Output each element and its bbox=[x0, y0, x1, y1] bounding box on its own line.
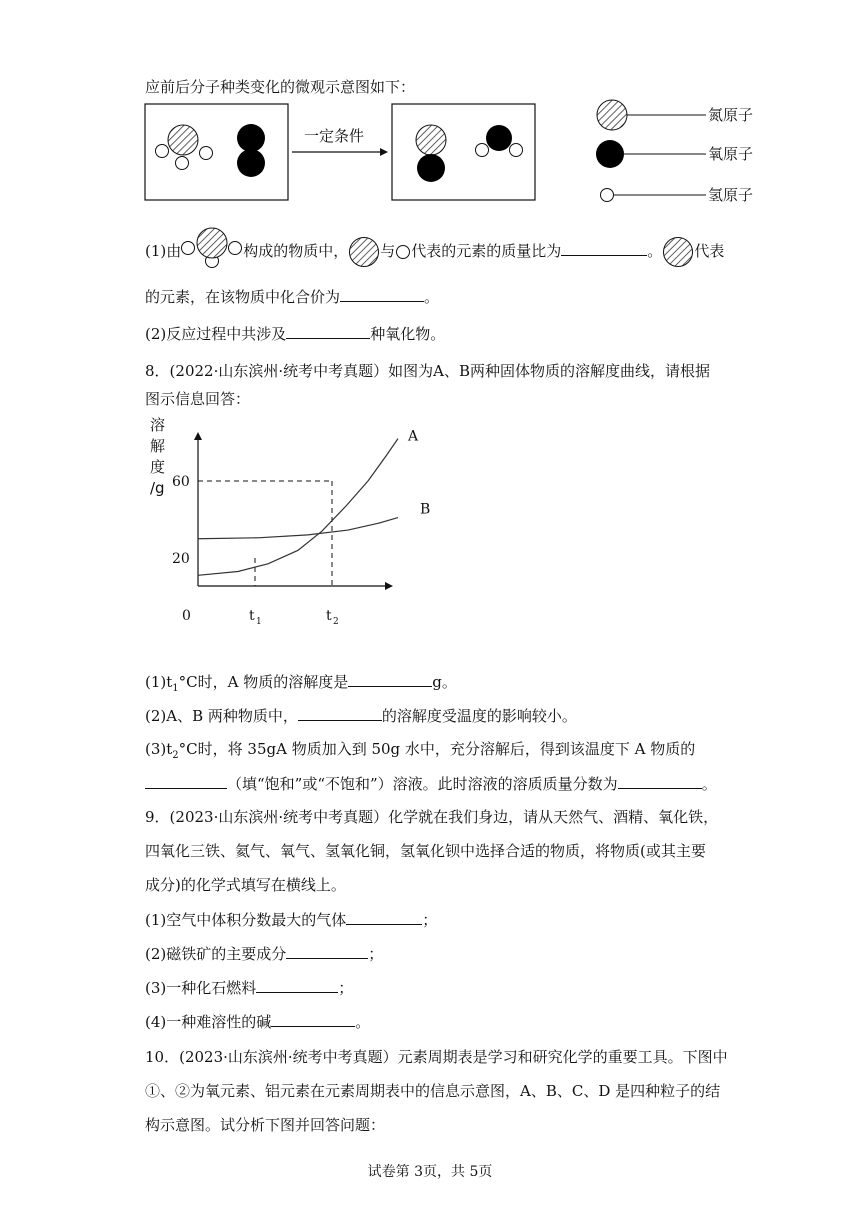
q8-p3-subscript: 2 bbox=[172, 750, 179, 761]
nitrogen-atom-icon bbox=[662, 236, 694, 268]
nh3-molecule-icon bbox=[181, 226, 243, 268]
q7-p1-text-b: 构成的物质中， bbox=[243, 242, 349, 260]
q8-heading-line2: 图示信息回答： bbox=[145, 390, 251, 408]
hydrogen-atom-icon bbox=[395, 244, 411, 260]
q9-part2 bbox=[145, 942, 383, 965]
q7-part2 bbox=[145, 322, 445, 345]
q9-part4 bbox=[145, 1010, 370, 1033]
q7-p1-prefix: (1)由 bbox=[145, 242, 182, 260]
oxygen-atom bbox=[237, 124, 265, 152]
q8-p1-text-a: (1)t bbox=[145, 673, 173, 691]
legend-label-nitrogen: 氮原子 bbox=[708, 106, 754, 124]
nh3-molecule-reactant bbox=[156, 125, 213, 170]
hydrogen-atom bbox=[156, 145, 169, 158]
arrow-head bbox=[380, 148, 388, 156]
nitrogen-atom bbox=[168, 125, 198, 155]
q7-valence-blank[interactable] bbox=[340, 285, 424, 302]
arrow-label: 一定条件 bbox=[304, 127, 365, 145]
q8-p3-text-b: °C时，将 35gA 物质加入到 50g 水中，充分溶解后，得到该温度下 A 物质的 bbox=[178, 740, 696, 758]
curve-b bbox=[198, 518, 398, 539]
q7-part1-line1 bbox=[145, 236, 724, 268]
q8-p1-text-c: g。 bbox=[432, 673, 457, 691]
x-axis-arrow bbox=[385, 582, 393, 590]
q9-part3 bbox=[145, 976, 353, 999]
hydrogen-atom bbox=[510, 144, 523, 157]
hydrogen-legend-icon bbox=[601, 189, 614, 202]
curve-a bbox=[198, 439, 398, 576]
solubility-chart bbox=[140, 414, 431, 630]
nitrogen-atom bbox=[416, 125, 446, 155]
q10-heading-line3: 构示意图。试分析下图并回答问题： bbox=[145, 1116, 386, 1134]
hydrogen-atom bbox=[476, 144, 489, 157]
q8-part3-line2 bbox=[145, 772, 717, 795]
y-axis-label-char: /g bbox=[150, 479, 165, 497]
q8-part3-line1 bbox=[145, 738, 695, 767]
q7-p1-text-f: 代表 bbox=[694, 242, 725, 260]
q9-heading-line1: 9．(2023·山东滨州·统考中考真题）化学就在我们身边，请从天然气、酒精、氧化铁， bbox=[145, 808, 719, 826]
q8-p3-text-a: (3)t bbox=[145, 740, 173, 758]
q7-p1-text-e: 。 bbox=[647, 242, 663, 260]
q7-mass-ratio-blank[interactable] bbox=[561, 239, 647, 256]
q9-p4-text-b: 。 bbox=[355, 1013, 371, 1031]
q9-p2-text-a: (2)磁铁矿的主要成分 bbox=[145, 945, 287, 963]
oxygen-legend-icon bbox=[596, 140, 624, 168]
series-label-b: B bbox=[420, 501, 431, 518]
q9-fuel-blank[interactable] bbox=[256, 976, 338, 993]
q9-base-blank[interactable] bbox=[271, 1010, 355, 1027]
q8-p3-text-c: （填“饱和”或“不饱和”）溶液。此时溶液的溶质质量分数为 bbox=[227, 775, 618, 793]
q7-p2-text-b: 种氧化物。 bbox=[370, 325, 446, 343]
h2o-molecule-product bbox=[476, 125, 523, 157]
y-axis-label-char: 度 bbox=[150, 458, 166, 476]
y-axis-label-char: 溶 bbox=[150, 416, 166, 434]
q8-part1 bbox=[145, 670, 457, 700]
legend bbox=[596, 100, 753, 204]
q9-heading-line3: 成分)的化学式填写在横线上。 bbox=[145, 876, 346, 894]
q7-p1-text-g: 的元素，在该物质中化合价为 bbox=[145, 288, 341, 306]
series-label-a: A bbox=[408, 428, 419, 445]
y-tick-label: 20 bbox=[172, 551, 190, 567]
q8-substance-blank[interactable] bbox=[298, 704, 382, 721]
oxygen-atom bbox=[486, 125, 512, 151]
q8-p3-text-d: 。 bbox=[701, 775, 717, 793]
q9-p4-text-a: (4)一种难溶性的碱 bbox=[145, 1013, 272, 1031]
o2-molecule-reactant bbox=[237, 124, 265, 177]
q7-p1-text-d: 代表的元素的质量比为 bbox=[411, 242, 562, 260]
q9-p3-text-a: (3)一种化石燃料 bbox=[145, 979, 257, 997]
nitrogen-atom-icon bbox=[348, 236, 380, 268]
q9-part1 bbox=[145, 908, 437, 931]
y-axis-label-char: 解 bbox=[150, 437, 166, 455]
q8-p1-subscript: 1 bbox=[172, 683, 179, 694]
q10-heading-line1: 10．(2023·山东滨州·统考中考真题）元素周期表是学习和研究化学的重要工具。下图中 bbox=[145, 1048, 728, 1066]
no-molecule-product bbox=[416, 125, 446, 182]
q8-part2 bbox=[145, 704, 577, 727]
q8-mass-fraction-blank[interactable] bbox=[618, 772, 702, 789]
oxygen-atom bbox=[237, 149, 265, 177]
nitrogen-legend-icon bbox=[597, 100, 627, 130]
q8-p1-text-b: °C时，A 物质的溶解度是 bbox=[178, 673, 349, 691]
reaction-diagram bbox=[140, 98, 760, 210]
x-tick-subscript: 2 bbox=[333, 617, 339, 627]
intro-text: 应前后分子种类变化的微观示意图如下： bbox=[145, 78, 416, 96]
oxygen-atom bbox=[417, 154, 445, 182]
page-footer: 试卷第 3页，共 5页 bbox=[367, 1164, 493, 1180]
q10-heading-line2: ①、②为氧元素、铝元素在元素周期表中的信息示意图，A、B、C、D 是四种粒子的结 bbox=[145, 1082, 721, 1100]
q7-part1-line2 bbox=[145, 285, 439, 308]
hydrogen-atom bbox=[200, 147, 213, 160]
q9-heading-line2: 四氧化三铁、氦气、氧气、氢氧化铜，氢氧化钡中选择合适的物质，将物质(或其主要 bbox=[145, 842, 706, 860]
x-tick-label: t bbox=[249, 608, 255, 624]
q7-p1-text-h: 。 bbox=[424, 288, 440, 306]
q8-heading-line1: 8．(2022·山东滨州·统考中考真题）如图为A、B两种固体物质的溶解度曲线，请根据 bbox=[145, 362, 710, 380]
hydrogen-atom bbox=[176, 157, 189, 170]
q7-p1-text-c: 与 bbox=[380, 242, 396, 260]
legend-label-oxygen: 氧原子 bbox=[708, 145, 754, 163]
x-tick-subscript: 1 bbox=[256, 617, 262, 627]
q8-p2-text-b: 的溶解度受温度的影响较小。 bbox=[381, 707, 577, 725]
q7-oxide-count-blank[interactable] bbox=[286, 322, 370, 339]
q8-saturation-blank[interactable] bbox=[145, 772, 227, 789]
q9-p3-text-b: ； bbox=[338, 979, 354, 997]
y-tick-label: 60 bbox=[172, 474, 190, 490]
y-axis-arrow bbox=[194, 432, 202, 440]
q9-gas-blank[interactable] bbox=[346, 908, 422, 925]
x-tick-label: t bbox=[326, 608, 332, 624]
q9-p2-text-b: ； bbox=[368, 945, 384, 963]
legend-label-hydrogen: 氢原子 bbox=[708, 186, 754, 204]
q9-magnetite-blank[interactable] bbox=[286, 942, 368, 959]
q7-p2-text-a: (2)反应过程中共涉及 bbox=[145, 325, 287, 343]
q8-solubility-blank[interactable] bbox=[348, 670, 432, 687]
q8-p2-text-a: (2)A、B 两种物质中， bbox=[145, 707, 298, 725]
q9-p1-text-b: ； bbox=[422, 911, 438, 929]
q9-p1-text-a: (1)空气中体积分数最大的气体 bbox=[145, 911, 347, 929]
origin-label: 0 bbox=[182, 608, 191, 624]
